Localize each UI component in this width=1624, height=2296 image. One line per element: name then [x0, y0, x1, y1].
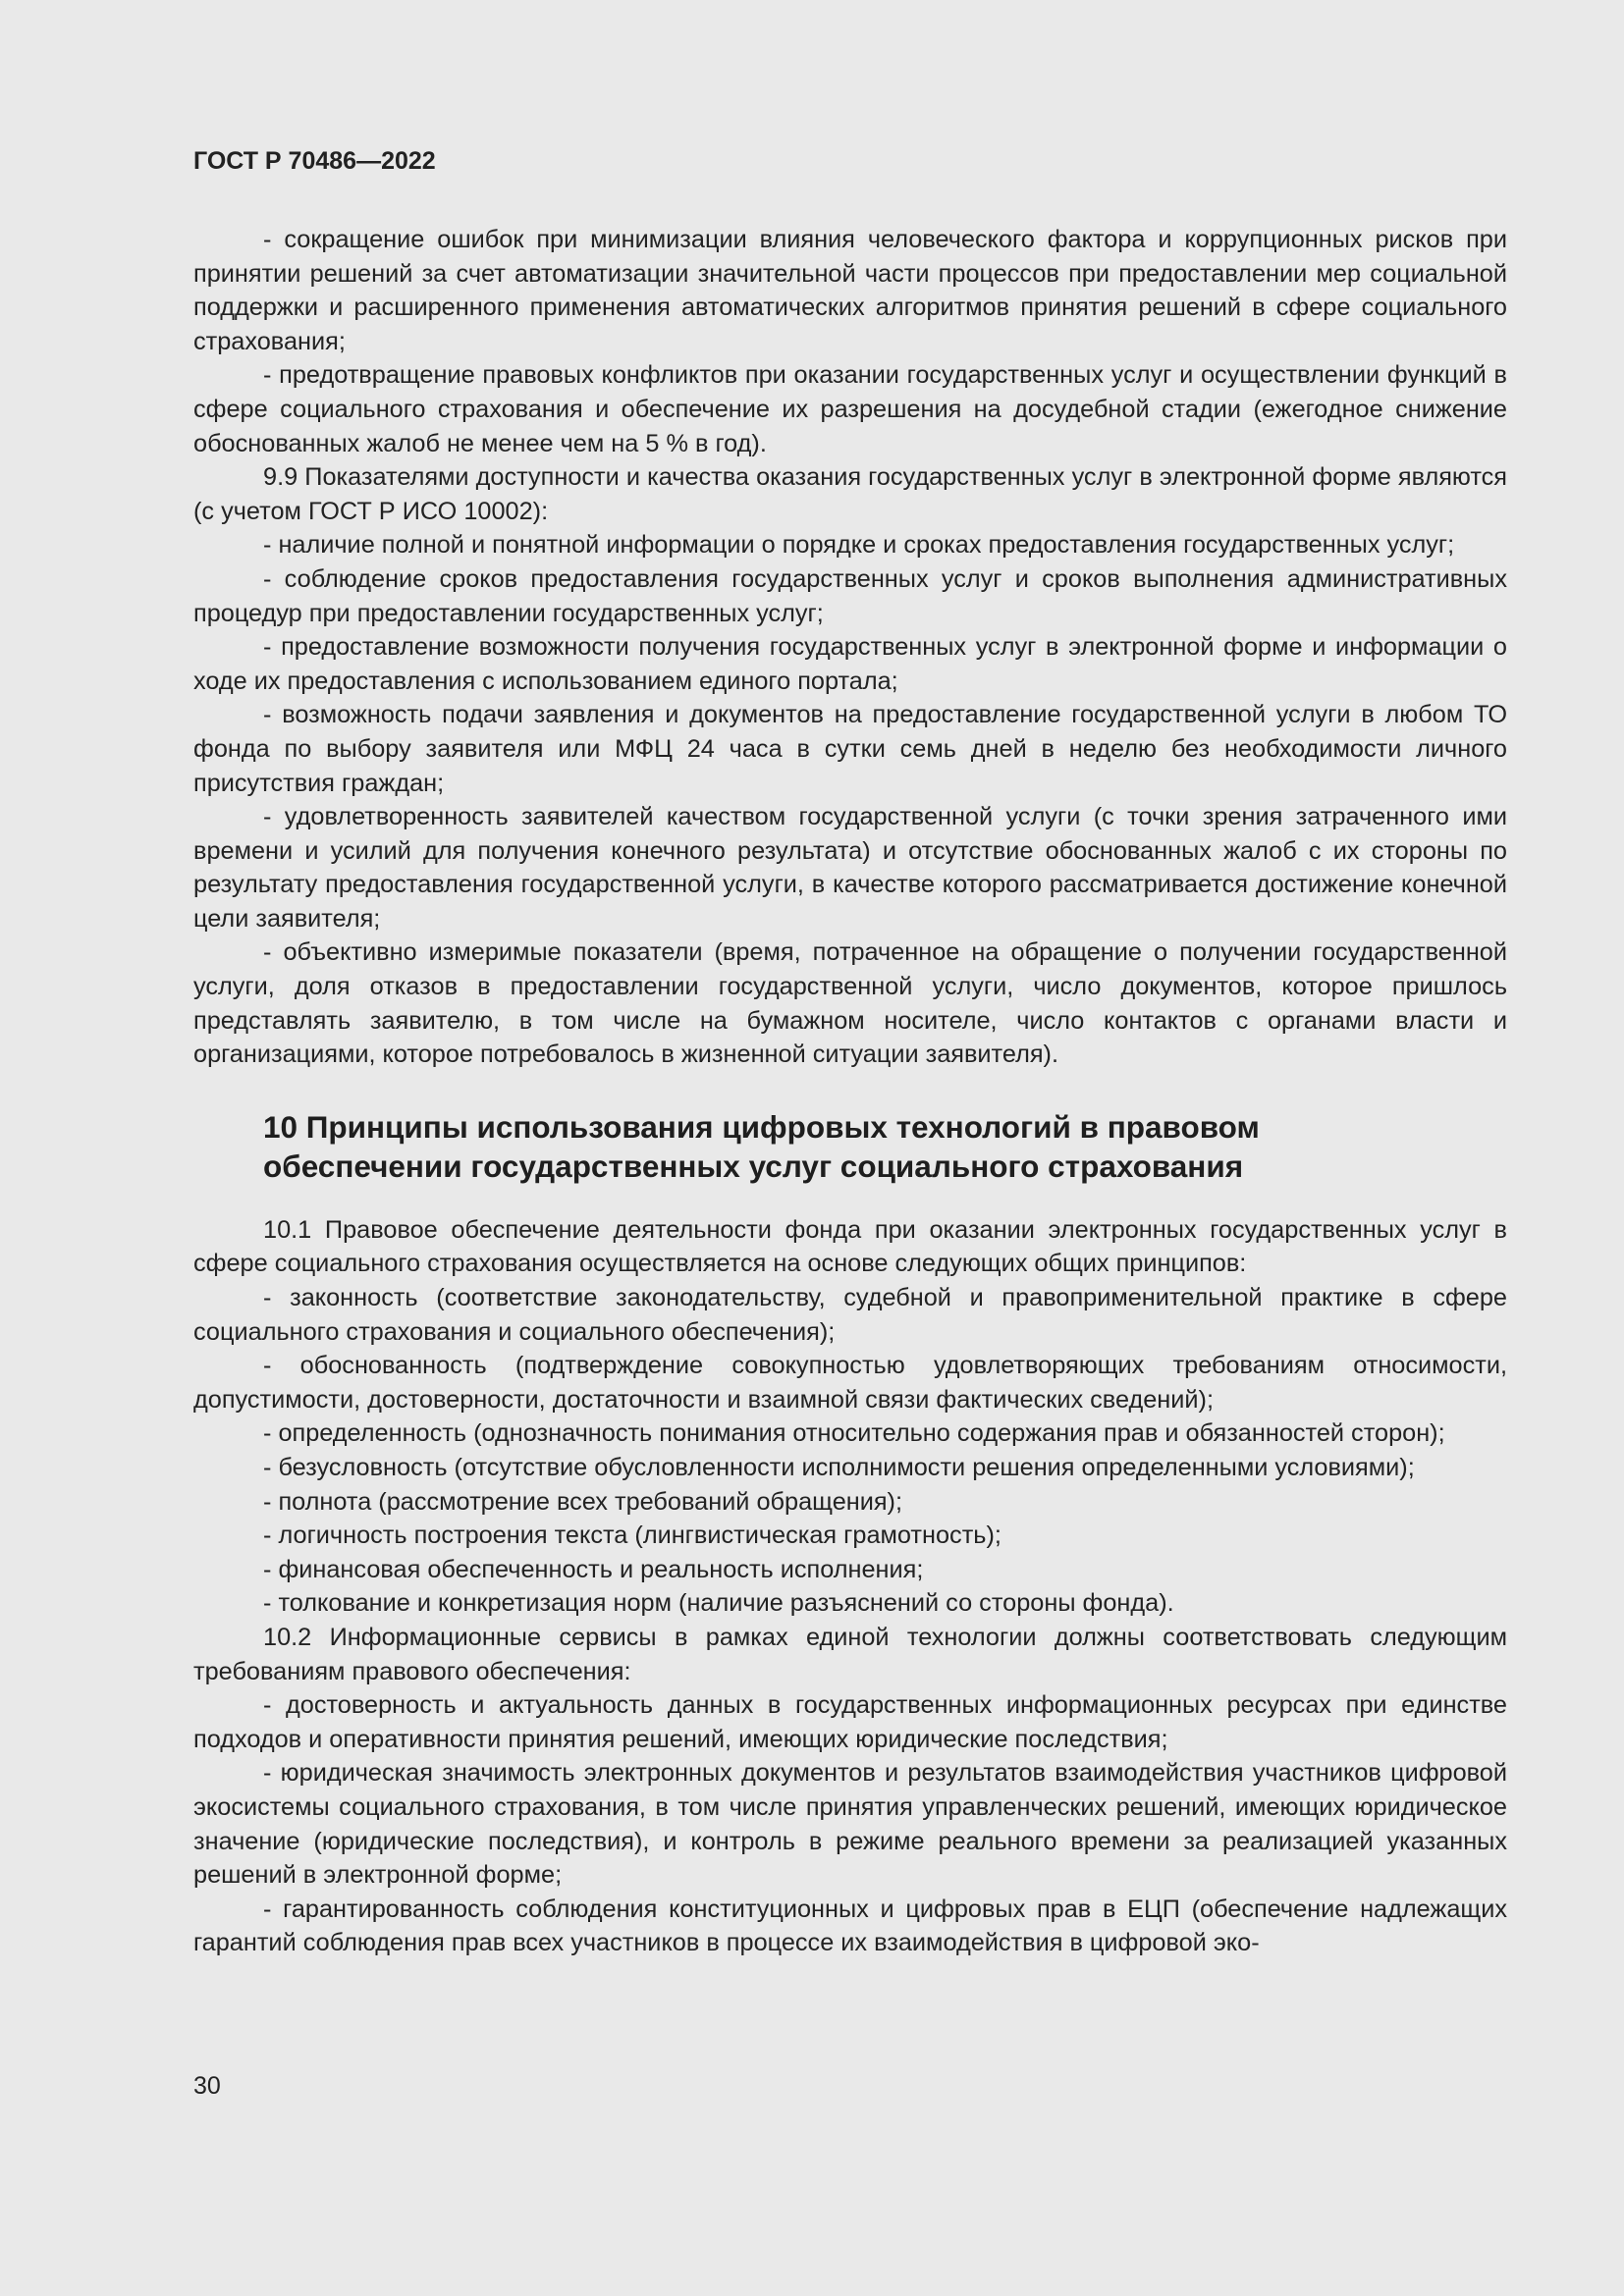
page-number: 30: [193, 2072, 221, 2100]
paragraph: - соблюдение сроков предоставления государственных услуг и сроков выполнения административных процедур при предоставлении государственных услуг;: [193, 564, 1507, 627]
paragraph: - объективно измеримые показатели (время, потраченное на обращение о получении государственной услуги, доля отказов в предоставлении государственной услуги, число документов, которое пришлось представлять заявителю, в том числе на бумажном носителе, число контактов с органами власти и организациями, которое потребовалось в жизненной ситуации заявителя).: [193, 938, 1507, 1069]
paragraph: - финансовая обеспеченность и реальность исполнения;: [263, 1555, 924, 1583]
section-heading-line: 10 Принципы использования цифровых технологий в правовом: [263, 1108, 1260, 1145]
paragraph: 10.2 Информационные сервисы в рамках единой технологии должны соответствовать следующим требованиям правового обеспечения:: [193, 1623, 1507, 1685]
section-heading: [263, 1107, 1507, 1186]
paragraph: - сокращение ошибок при минимизации влияния человеческого фактора и коррупционных рисков при принятии решений за счет автоматизации значительной части процессов при предоставлении мер социальной поддержки и расширенного применения автоматических алгоритмов принятия решений в сфере социального страхования;: [193, 226, 1507, 355]
paragraph: - полнота (рассмотрение всех требований обращения);: [263, 1487, 903, 1516]
paragraph: - предоставление возможности получения государственных услуг в электронной форме и информации о ходе их предоставления с использованием единого портала;: [193, 633, 1507, 695]
paragraph: 9.9 Показателями доступности и качества оказания государственных услуг в электронной форме являются (с учетом ГОСТ Р ИСО 10002):: [193, 463, 1507, 525]
paragraph: 10.1 Правовое обеспечение деятельности фонда при оказании электронных государственных услуг в сфере социального страхования осуществляется на основе следующих общих принципов:: [193, 1215, 1507, 1278]
paragraph: - возможность подачи заявления и документов на предоставление государственной услуги в любом ТО фонда по выбору заявителя или МФЦ 24 часа в сутки семь дней в неделю без необходимости личного присутствия граждан;: [193, 701, 1507, 797]
paragraph: - обоснованность (подтверждение совокупностью удовлетворяющих требованиям относимости, допустимости, достоверности, достаточности и взаимной связи фактических сведений);: [193, 1352, 1507, 1414]
paragraph: - законность (соответствие законодательству, судебной и правоприменительной практике в сфере социального страхования и социального обеспечения);: [193, 1284, 1507, 1346]
paragraph: - наличие полной и понятной информации о порядке и сроках предоставления государственных услуг;: [263, 531, 1455, 560]
body-text: [193, 223, 1507, 1960]
paragraph: - гарантированность соблюдения конституционных и цифровых прав в ЕЦП (обеспечение надлежащих гарантий соблюдения прав всех участников в процессе их взаимодействия в цифровой эко-: [193, 1895, 1507, 1957]
paragraph: - толкование и конкретизация норм (наличие разъяснений со стороны фонда).: [263, 1589, 1174, 1618]
paragraph: - предотвращение правовых конфликтов при оказании государственных услуг и осуществлении функций в сфере социального страхования и обеспечение их разрешения на досудебной стадии (ежегодное снижение обоснованных жалоб не менее чем на 5 % в год).: [193, 361, 1507, 457]
paragraph: - определенность (однозначность понимания относительно содержания прав и обязанностей сторон);: [263, 1419, 1445, 1448]
paragraph: - безусловность (отсутствие обусловленности исполнимости решения определенными условиями);: [263, 1454, 1415, 1481]
section-heading-line: обеспечении государственных услуг социального страхования: [263, 1148, 1244, 1184]
paragraph: - удовлетворенность заявителей качеством государственной услуги (с точки зрения затраченного ими времени и усилий для получения конечного результата) и отсутствие обоснованных жалоб с их стороны по результату предоставления государственной услуги, в качестве которого рассматривается достижение конечной цели заявителя;: [193, 803, 1507, 933]
paragraph: - юридическая значимость электронных документов и результатов взаимодействия участников цифровой экосистемы социального страхования, в том числе принятия управленческих решений, имеющих юридическое значение (юридические последствия), и контроль в режиме реального времени за реализацией указанных решений в электронной форме;: [193, 1759, 1507, 1890]
paragraph: - достоверность и актуальность данных в государственных информационных ресурсах при единстве подходов и оперативности принятия решений, имеющих юридические последствия;: [193, 1691, 1507, 1753]
document-code: ГОСТ Р 70486—2022: [193, 147, 436, 175]
paragraph: - логичность построения текста (лингвистическая грамотность);: [263, 1522, 1001, 1550]
